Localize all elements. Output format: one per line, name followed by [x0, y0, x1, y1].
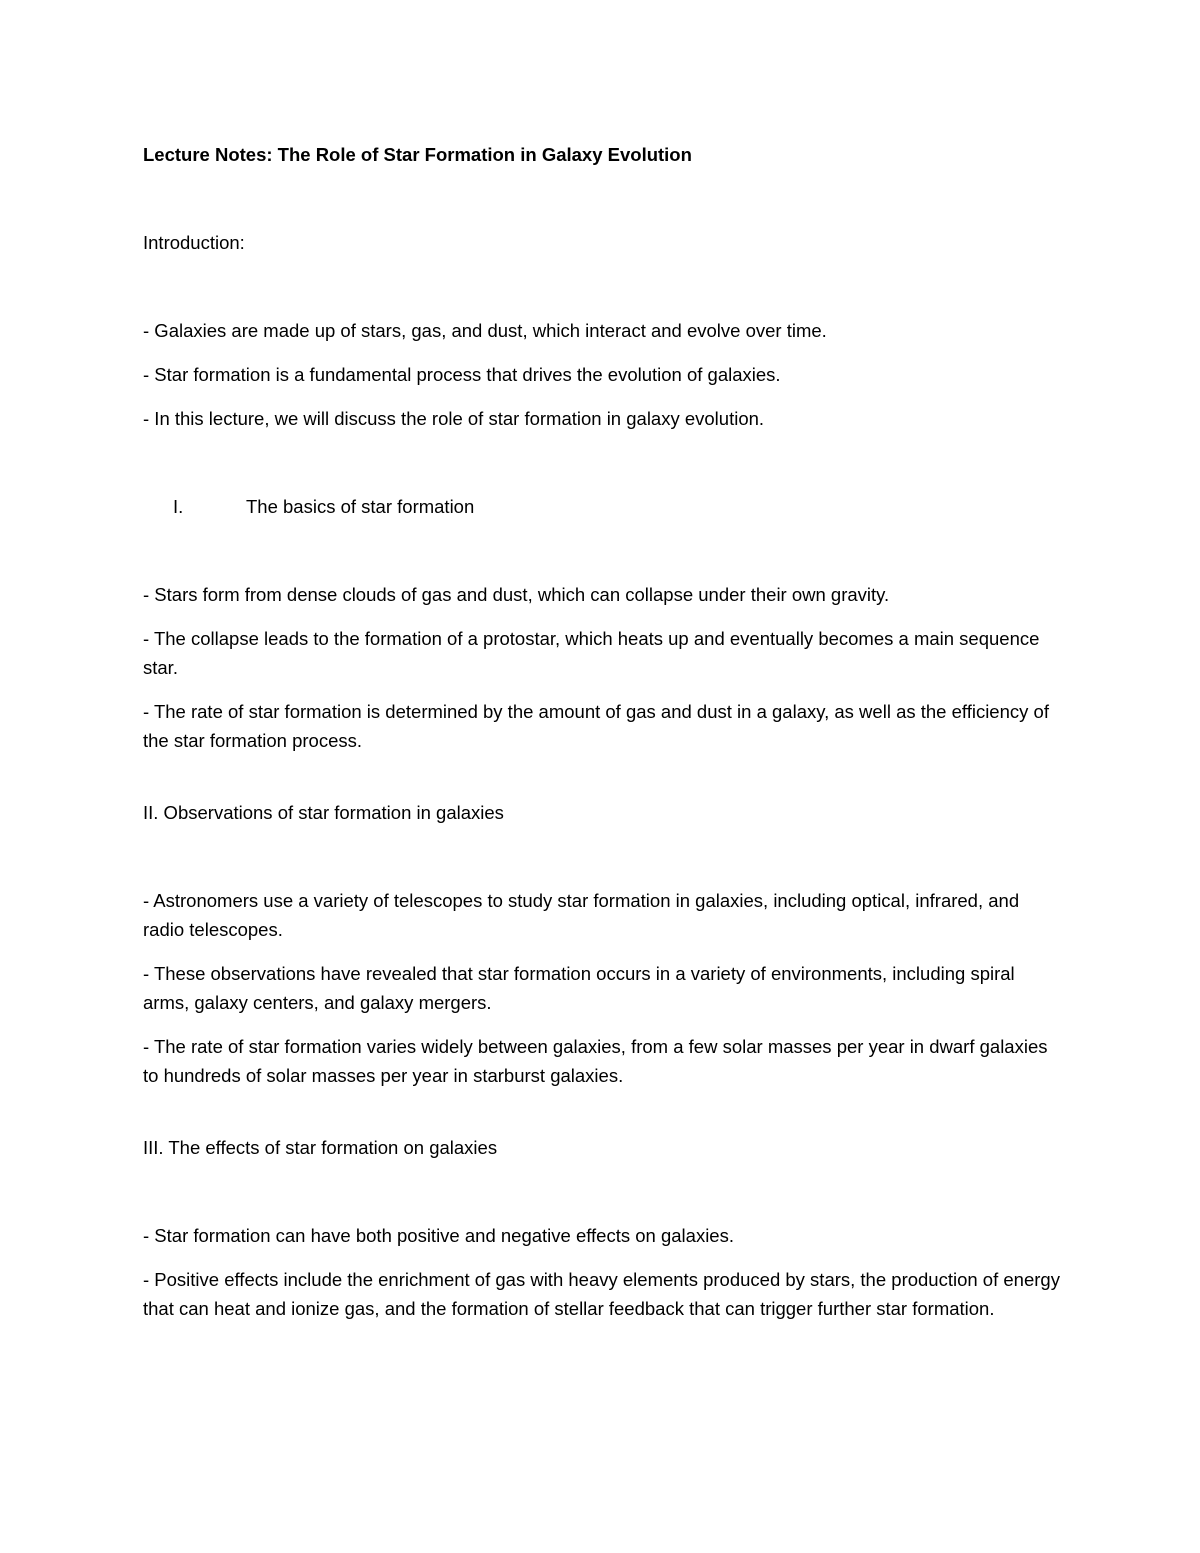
section-2-bullets: [143, 886, 1063, 1090]
introduction-bullets: [143, 316, 1063, 433]
section-2-heading: II. Observations of star formation in galaxies: [143, 802, 504, 823]
section-1-bullets: [143, 580, 1063, 755]
section-1-heading: [143, 492, 1063, 521]
document-title: Lecture Notes: The Role of Star Formation in Galaxy Evolution: [143, 144, 692, 165]
list-item: - Star formation is a fundamental process that drives the evolution of galaxies.: [143, 364, 781, 385]
section-1-title: The basics of star formation: [246, 496, 475, 517]
list-item: - Positive effects include the enrichment of gas with heavy elements produced by stars, the production of energy that can heat and ionize gas, and the formation of stellar feedback that can trigger further star formation.: [143, 1269, 1060, 1319]
list-item: - In this lecture, we will discuss the role of star formation in galaxy evolution.: [143, 408, 765, 429]
section-3-bullets: [143, 1221, 1063, 1323]
list-item: - The rate of star formation varies widely between galaxies, from a few solar masses per year in dwarf galaxies to hundreds of solar masses per year in starburst galaxies.: [143, 1036, 1048, 1086]
list-item: - Stars form from dense clouds of gas and dust, which can collapse under their own gravity.: [143, 584, 890, 605]
list-item: - Star formation can have both positive and negative effects on galaxies.: [143, 1225, 734, 1246]
list-item: - Astronomers use a variety of telescopes to study star formation in galaxies, including optical, infrared, and radio telescopes.: [143, 890, 1020, 940]
list-item: - The rate of star formation is determined by the amount of gas and dust in a galaxy, as well as the efficiency of the star formation process.: [143, 701, 1049, 751]
section-3-heading: III. The effects of star formation on galaxies: [143, 1137, 498, 1158]
list-item: - The collapse leads to the formation of a protostar, which heats up and eventually becomes a main sequence star.: [143, 628, 1040, 678]
list-item: - These observations have revealed that star formation occurs in a variety of environments, including spiral arms, galaxy centers, and galaxy mergers.: [143, 963, 1015, 1013]
list-item: - Galaxies are made up of stars, gas, and dust, which interact and evolve over time.: [143, 320, 827, 341]
introduction-heading: Introduction:: [143, 232, 245, 253]
section-1-number: I.: [173, 496, 184, 517]
document-body: [143, 140, 1063, 1323]
